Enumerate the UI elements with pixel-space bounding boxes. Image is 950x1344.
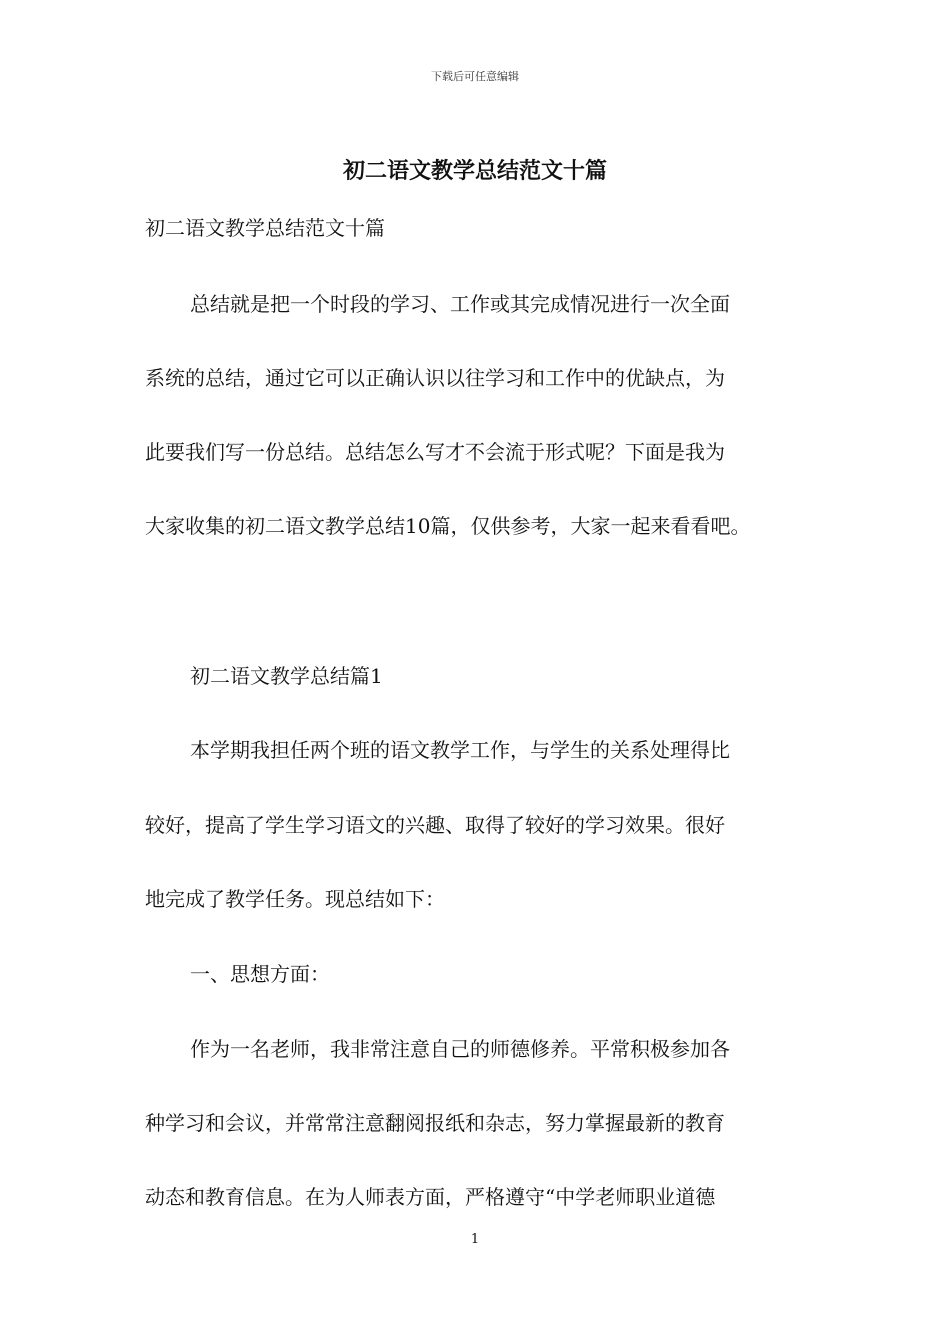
page-header: 下载后可任意编辑 bbox=[431, 70, 519, 83]
intro-line-4: 大家收集的初二语文教学总结10篇，仅供参考，大家一起来看看吧。 bbox=[145, 514, 751, 538]
section-title: 初二语文教学总结篇1 bbox=[190, 664, 383, 688]
document-subtitle: 初二语文教学总结范文十篇 bbox=[145, 216, 385, 240]
heading-thought: 一、思想方面： bbox=[190, 962, 330, 986]
document-title: 初二语文教学总结范文十篇 bbox=[342, 158, 607, 184]
para2-line-2: 种学习和会议，并常常注意翻阅报纸和杂志，努力掌握最新的教育 bbox=[145, 1111, 725, 1135]
para1-line-3: 地完成了教学任务。现总结如下： bbox=[145, 887, 445, 911]
intro-line-2: 系统的总结，通过它可以正确认识以往学习和工作中的优缺点，为 bbox=[145, 366, 725, 390]
para2-line-3: 动态和教育信息。在为人师表方面，严格遵守“中学老师职业道德 bbox=[145, 1185, 716, 1209]
intro-line-1: 总结就是把一个时段的学习、工作或其完成情况进行一次全面 bbox=[190, 292, 730, 316]
para1-line-2: 较好，提高了学生学习语文的兴趣、取得了较好的学习效果。很好 bbox=[145, 813, 725, 837]
para1-line-1: 本学期我担任两个班的语文教学工作，与学生的关系处理得比 bbox=[190, 738, 730, 762]
intro-line-3: 此要我们写一份总结。总结怎么写才不会流于形式呢？下面是我为 bbox=[145, 440, 725, 464]
para2-line-1: 作为一名老师，我非常注意自己的师德修养。平常积极参加各 bbox=[190, 1037, 730, 1061]
page-number: 1 bbox=[470, 1232, 480, 1247]
